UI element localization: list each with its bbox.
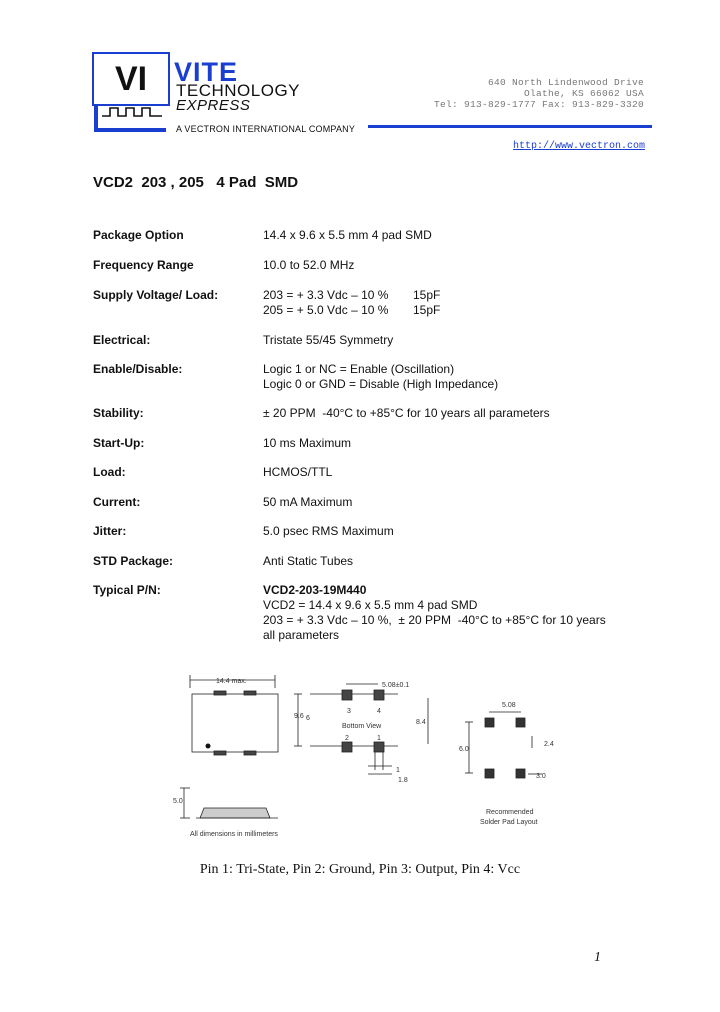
pad-spacing-6-0: 6.0 <box>459 746 469 753</box>
supply-voltage-label: Supply Voltage/ Load: <box>93 288 219 302</box>
all-dims-note: All dimensions in millimeters <box>190 831 278 838</box>
logo-letters: VI <box>114 60 148 98</box>
std-package-value: Anti Static Tubes <box>263 554 354 568</box>
stability-label: Stability: <box>93 406 144 420</box>
address-line-1: 640 North Lindenwood Drive <box>487 77 644 88</box>
pad-dim-2-4: 2.4 <box>544 741 554 748</box>
load-value: HCMOS/TTL <box>263 465 333 479</box>
frequency-range-label: Frequency Range <box>93 258 194 272</box>
enable-disable-label: Enable/Disable: <box>93 362 183 376</box>
jitter-label: Jitter: <box>93 524 127 538</box>
stability-value: ± 20 PPM -40°C to +85°C for 10 years all parameters <box>263 406 550 420</box>
vite-logo-mark <box>92 52 170 132</box>
top-view <box>190 675 278 755</box>
website-link[interactable]: http://www.vectron.com <box>512 141 645 152</box>
supply-205-load: 15pF <box>413 303 441 317</box>
current-label: Current: <box>93 495 141 509</box>
brand-express: EXPRESS <box>176 97 251 114</box>
electrical-value: Tristate 55/45 Symmetry <box>263 333 394 347</box>
side-view <box>180 788 278 818</box>
disable-value: Logic 0 or GND = Disable (High Impedance) <box>263 377 499 391</box>
dim-pad-gap: 5.08±0.1 <box>382 682 410 689</box>
brand-technology: TECHNOLOGY <box>176 81 301 100</box>
dim-side-height: 5.0 <box>173 798 183 805</box>
dim-8-4: 8.4 <box>416 719 426 726</box>
solder-pad-layout-label: Solder Pad Layout <box>480 819 538 826</box>
pin-1: 1 <box>377 735 381 742</box>
address-line-3: Tel: 913-829-1777 Fax: 913-829-3320 <box>433 99 644 110</box>
supply-203-value: 203 = + 3.3 Vdc – 10 % <box>263 288 389 302</box>
package-option-label: Package Option <box>93 228 184 242</box>
current-value: 50 mA Maximum <box>263 495 353 509</box>
pinout-description: Pin 1: Tri-State, Pin 2: Ground, Pin 3: Output, Pin 4: Vcc <box>199 862 521 877</box>
jitter-value: 5.0 psec RMS Maximum <box>263 524 394 538</box>
bottom-view-label: Bottom View <box>342 723 382 730</box>
enable-value: Logic 1 or NC = Enable (Oscillation) <box>263 362 455 376</box>
supply-203-load: 15pF <box>413 288 441 302</box>
dim-1: 1 <box>396 767 400 774</box>
header-rule <box>368 125 652 128</box>
dim-6: 6 <box>306 715 310 722</box>
address-line-2: Olathe, KS 66062 USA <box>523 88 644 99</box>
typical-pn-line-3: 203 = + 3.3 Vdc – 10 %, ± 20 PPM -40°C to +85°C for 10 years <box>263 613 606 627</box>
startup-label: Start-Up: <box>93 436 145 450</box>
typical-pn-label: Typical P/N: <box>93 583 161 597</box>
load-label: Load: <box>93 465 126 479</box>
pad-spacing-5-08: 5.08 <box>502 702 516 709</box>
supply-205-value: 205 = + 5.0 Vdc – 10 % <box>263 303 389 317</box>
typical-pn-line-2: VCD2 = 14.4 x 9.6 x 5.5 mm 4 pad SMD <box>263 598 478 612</box>
pin-2: 2 <box>345 735 349 742</box>
recommended-label: Recommended <box>486 809 534 816</box>
dim-height: 9.6 <box>294 713 304 720</box>
std-package-label: STD Package: <box>93 554 174 568</box>
page-title: VCD2 203 , 205 4 Pad SMD <box>93 174 299 191</box>
typical-pn-line-4: all parameters <box>263 628 340 642</box>
startup-value: 10 ms Maximum <box>263 436 352 450</box>
pin-4: 4 <box>377 708 381 715</box>
package-option-value: 14.4 x 9.6 x 5.5 mm 4 pad SMD <box>263 228 432 242</box>
pin-3: 3 <box>347 708 351 715</box>
dim-length: 14.4 max. <box>216 678 247 685</box>
electrical-label: Electrical: <box>93 333 151 347</box>
dim-1-8: 1.8 <box>398 777 408 784</box>
frequency-range-value: 10.0 to 52.0 MHz <box>263 258 355 272</box>
typical-pn-part: VCD2-203-19M440 <box>263 583 367 597</box>
mechanical-drawing <box>170 660 570 850</box>
page-number: 1 <box>594 950 601 965</box>
pad-dim-3-0: 3.0 <box>536 773 546 780</box>
brand-name: VITE <box>174 57 239 87</box>
solder-pad-layout <box>465 712 542 778</box>
company-tagline: A VECTRON INTERNATIONAL COMPANY <box>176 124 356 134</box>
